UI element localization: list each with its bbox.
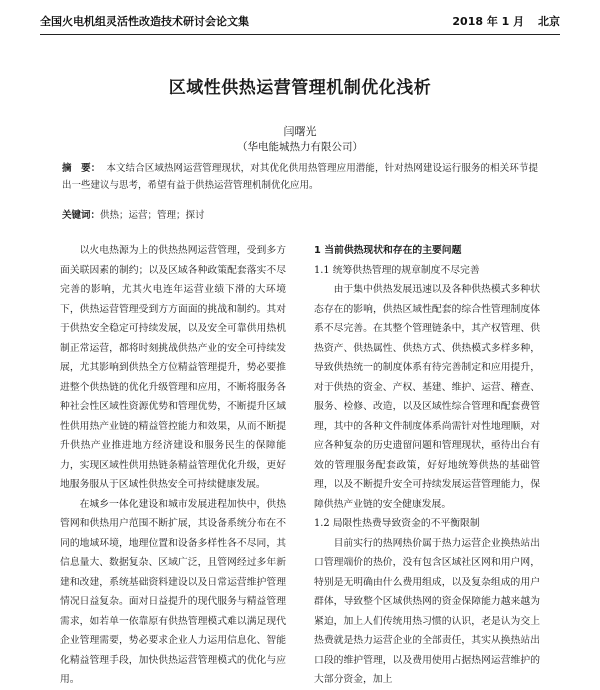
author-affiliation: （华电能城热力有限公司）	[237, 141, 363, 153]
body-paragraph: 以火电热源为上的供热热网运营管理，受到多方面关联因素的制约；以及区域各种政策配套落实不尽完善的影响，尤其火电连年运营业绩下滑的大环境下，供热运营管理受到方方面面的挑战和制约。其对于供热安全稳定可持续发展，以及安全可靠供用热机制正常运营，都将时刻挑战供热产业的安全可持续发展，尤其影响到供热全方位精益管理提升，势必要推进整个供热链的优化升级管理和应用，不断将服务各种社会性区域性资源优势和管理优势，不断提升区域性供用热产业链的精益管控能力和效果，从而不断提升供热产业推进地方经济建设和服务民生的保障能力，实现区域性供用热链条精益管理优化升级，更好地服务服从于区域性供热安全可持续健康发展。	[60, 245, 286, 490]
abstract-text: 本文结合区域热网运营管理现状，对其优化供用热管理应用潜能，针对热网建设运行服务的相关环节提出一些建议与思考，希望有益于供热运营管理机制优化应用。	[62, 163, 538, 191]
body-paragraph: 在城乡一体化建设和城市发展进程加快中，供热管网和供热用户范围不断扩展，其设备系统分布在不同的地域环境，地理位置和设备多样性各不尽同，其信息量大、数据复杂、区域广泛，且管网经过多年新建和改建，系统基础资料建设以及日常运营维护管理情况日益复杂。面对日益提升的现代服务与精益管理需求，如若单一依靠原有供热管理模式难以满足现代企业管理需要，势必要求企业人力运用信息化、智能化精益管理手段，加快供热运营管理模式的优化与应用。	[60, 498, 286, 685]
abstract-label: 摘 要：	[62, 163, 101, 174]
abstract	[62, 160, 538, 194]
subsection-heading: 1.1 统筹供热管理的规章制度不尽完善	[314, 264, 480, 276]
publication-place: 北京	[538, 15, 560, 28]
body-paragraph: 由于集中供热发展迅速以及各种供热模式多种状态存在的影响，供热区域性配套的综合性管理制度体系不尽完善。在其整个管理链条中，其产权管理、供热资产、供热属性、供热方式、供热模式多样多种，导致供热统一的制度体系有待完善制定和应用提升，对于供热的资金、产权、基建、维护、运营、稽查、服务、检修、改造，以及区域性综合管理和配套费管理，其中的各种文件制度体系尚需针对性地理顺，对应各种复杂的历史遗留问题和管理现状，亟待出台有效的管理服务配套政策，好好地统筹供热的基础管理，以及不断提升安全可持续发展运营管理能力，保障供热产业链的安全健康发展。	[314, 284, 540, 510]
left-column	[60, 241, 286, 690]
author-name: 闫曙光	[283, 125, 317, 138]
journal-name: 全国火电机组灵活性改造技术研讨会论文集	[40, 15, 249, 28]
subsection-heading: 1.2 局限性热费导致资金的不平衡限制	[314, 518, 480, 529]
keywords	[62, 207, 538, 224]
right-column	[314, 241, 540, 690]
running-header	[40, 10, 560, 32]
header-date-place	[442, 13, 560, 29]
keywords-label: 关键词：	[62, 210, 101, 221]
keywords-text: 供热；运营；管理；探讨	[100, 210, 205, 221]
section-heading: 1 当前供热现状和存在的主要问题	[314, 245, 462, 256]
paper-title: 区域性供热运营管理机制优化浅析	[168, 78, 432, 98]
publication-date: 2018 年 1 月	[452, 15, 525, 28]
body-paragraph: 目前实行的热网热价属于热力运营企业换热站出口管理端价的热价，没有包含区域社区网和用户网，特别是无明确由什么费用组成，以及复杂组成的用户群体，导致整个区域供热网的资金保障能力越来越为紧迫，加上人们传统用热习惯的认识，老是认为交上热费就是热力运营企业的全部责任，其实从换热站出口段的维护管理，以及费用使用占据热网运营维护的大部分资金，加上	[314, 537, 540, 685]
header-rule	[40, 34, 560, 35]
